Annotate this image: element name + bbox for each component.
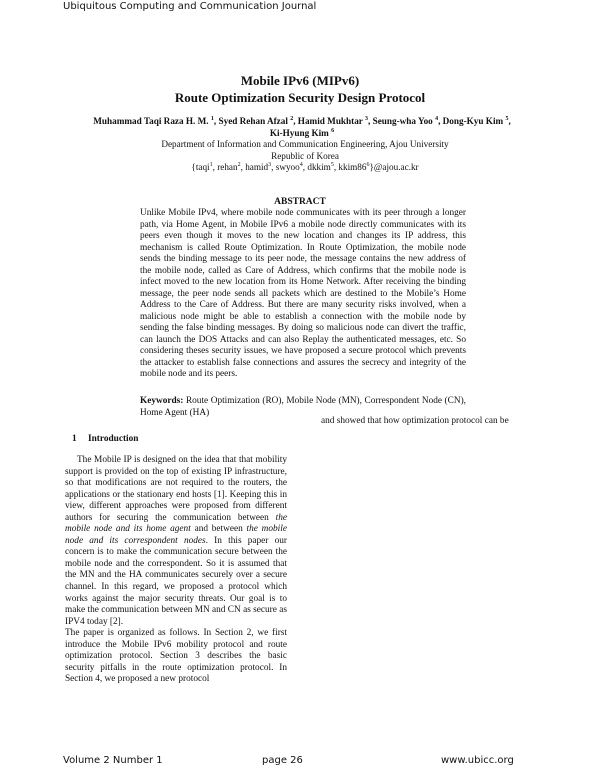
author-marker: 1 [210, 115, 214, 122]
affiliation [140, 139, 470, 174]
author-name: Dong-Kyu Kim [442, 116, 504, 126]
section-number: 1 [72, 434, 77, 444]
author-name: Seung-wha Yoo [372, 116, 433, 126]
keywords-label: Keywords: [140, 396, 184, 406]
paragraph: The paper is organized as follows. In Section 2, we first introduce the Mobile IPv6 mobility protocol and route optimization protocol. Section 3 describes the basic security pitfalls in the route optimization protocol. In Section 4, we proposed a new protocol [65, 628, 287, 685]
author-name: Syed Rehan Afzal [218, 116, 288, 126]
author-emails: {taqi$^1$, rehan$^2$, hamid$^3$, swyoo$^4$, dkkim$^5$, $kkim86^6\}@ajou.ac.kr$ [191, 161, 419, 172]
abstract-heading: ABSTRACT [274, 197, 326, 207]
author: Muhammad Taqi Raza H. M. $^1$, [93, 115, 219, 126]
author-marker: 4 [435, 115, 439, 122]
paper-title [60, 72, 540, 106]
author-marker: 3 [365, 115, 369, 122]
paragraph: The Mobile IP is designed on the idea that that mobility support is provided on the top of existing IP infrastructure, so that modifications are not required to the routers, the applications or the stationary end hosts [1]. Keeping this in view, different approaches were proposed from different authors for securing the communication between the mobile node and its home agent and between the mobile node and its correspondent nodes. In this paper our concern is to make the communication secure between the mobile node and the correspondent. So it is assumed that the MN and the HA communicates securely over a secure channel. In this regard, we proposed a protocol which works against the major security threats. Our goal is to make the communication between MN and CN as secure as IPV4 today [2]. [65, 455, 287, 627]
author [270, 128, 334, 138]
affiliation-country: Republic of Korea [271, 150, 339, 161]
author-marker: 5 [505, 115, 509, 122]
author-marker: 2 [290, 115, 294, 122]
footer-website: www.ubicc.org [441, 755, 514, 766]
author: Dong-Kyu Kim $^5$, [442, 115, 511, 126]
keywords-text: Route Optimization (RO), Mobile Node (MN), Correspondent Node (CN), Home Agent (HA) [140, 396, 466, 418]
author-list [62, 115, 542, 139]
title-line-1: Mobile IPv6 (MIPv6) [240, 73, 360, 88]
affiliation-department: Department of Information and Communication Engineering, Ajou University [161, 139, 449, 149]
author-name: Muhammad Taqi Raza H. M. [93, 116, 209, 126]
journal-header: Ubiquitous Computing and Communication Journal [63, 1, 317, 12]
author-marker: 6 [331, 127, 335, 134]
title-line-2: Route Optimization Security Design Protocol [174, 90, 426, 105]
author: Syed Rehan Afzal $^2$, [218, 115, 298, 126]
right-column: and showed that how optimization protocol can be [321, 416, 509, 426]
section-title: Introduction [88, 434, 139, 444]
emphasis: the mobile node and its home agent [65, 512, 287, 535]
left-column [65, 455, 287, 686]
author: Hamid Mukhtar $^3$, [297, 115, 373, 126]
author-name: Ki-Hyung Kim [269, 128, 329, 138]
author: Seung-wha Yoo $^4$, [372, 115, 443, 126]
footer-page: page 26 [262, 755, 303, 766]
section-heading [72, 433, 138, 445]
abstract-body: Unlike Mobile IPv4, where mobile node communicates with its peer through a longer path, via Home Agent, in Mobile IPv6 a mobile node directly communicates with its peers even though it moves to the new location and changes its IP address, this mechanism is called Route Optimization. In Route Optimization, the mobile node sends the binding message to its peer node, the message contains the new address of the mobile node, called as Care of Address, which confirms that the mobile node is infect moved to the new location from its Home Network. After receiving the binding message, the peer node sends all packets which are destined to the Mobile’s Home Address to the Care of Address. But there are many security risks involved, when a malicious node might be able to establish a connection with the mobile node by sending the false binding messages. By doing so malicious node can divert the traffic, can launch the DOS Attacks and can also Replay the authenticated messages, etc. So considering theses security issues, we have proposed a secure protocol which prevents the attacker to establish false connections and assures the secrecy and integrity of the mobile node and its peers. [140, 208, 466, 379]
footer-volume: Volume 2 Number 1 [63, 755, 163, 766]
author-name: Hamid Mukhtar [297, 116, 363, 126]
emphasis: the mobile node and its correspondent nodes [65, 524, 287, 546]
